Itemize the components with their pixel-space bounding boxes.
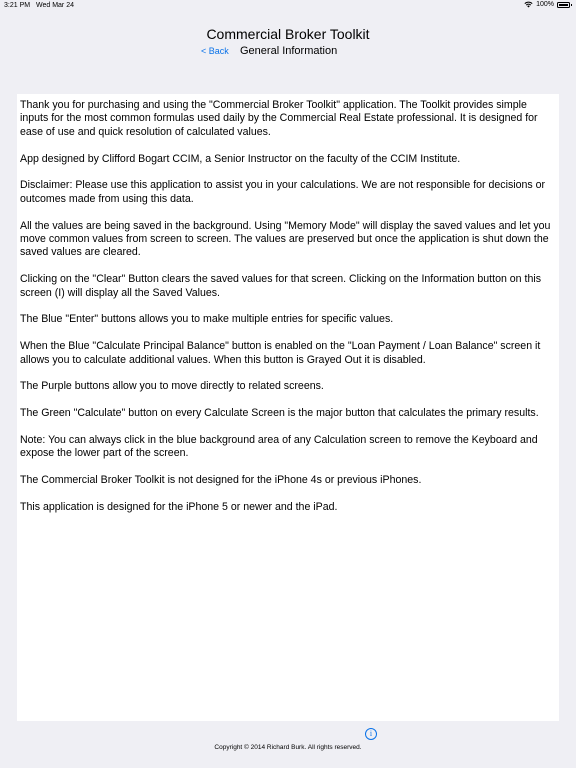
paragraph-calculate-button: The Green "Calculate" button on every Calculate Screen is the major button that calculates the primary results. [20, 407, 539, 420]
page-title: General Information [240, 45, 338, 57]
paragraph-iphone-support: The Commercial Broker Toolkit is not designed for the iPhone 4s or previous iPhones. [20, 474, 422, 487]
paragraph-memory-mode: All the values are being saved in the background. Using "Memory Mode" will display the saved values and let you move common values from screen to screen. The values are preserved but once the application is shut down the saved values are cleared. [20, 219, 551, 259]
paragraph-clear-button: Clicking on the "Clear" Button clears the saved values for that screen. Clicking on the Information button on this screen (I) will display all the Saved Values. [20, 273, 542, 299]
wifi-icon [524, 1, 533, 8]
paragraph-purple-buttons: The Purple buttons allow you to move directly to related screens. [20, 380, 324, 393]
battery-percent: 100% [536, 1, 554, 8]
paragraph-ipad-support: This application is designed for the iPhone 5 or newer and the iPad. [20, 501, 338, 514]
paragraph-intro: Thank you for purchasing and using the "Commercial Broker Toolkit" application. The Toolkit provides simple inputs for the most common formulas used daily by the Commercial Real Estate professional. It is designed for ease of use and quick resolution of calculated values. [20, 99, 538, 138]
paragraph-principal-balance: When the Blue "Calculate Principal Balance" button is enabled on the "Loan Payment / Loan Balance" screen it allows you to calculate additional values. When this button is Grayed Out it is disabled. [20, 340, 541, 366]
status-bar [0, 0, 576, 12]
sub-navigation [0, 45, 576, 59]
app-title: Commercial Broker Toolkit [206, 26, 370, 42]
paragraph-keyboard-note: Note: You can always click in the blue background area of any Calculation screen to remove the Keyboard and expose the lower part of the screen. [20, 434, 538, 460]
status-indicators [524, 1, 570, 8]
paragraph-enter-buttons: The Blue "Enter" buttons allows you to make multiple entries for specific values. [20, 313, 394, 326]
paragraph-disclaimer: Disclaimer: Please use this application to assist you in your calculations. We are not responsible for decisions or outcomes made from using this data. [20, 179, 546, 205]
status-date: Wed Mar 24 [36, 2, 74, 9]
paragraph-designer: App designed by Clifford Bogart CCIM, a Senior Instructor on the faculty of the CCIM Institute. [20, 152, 461, 165]
battery-icon [557, 2, 570, 8]
back-button[interactable]: < Back [201, 46, 229, 56]
info-icon[interactable]: i [365, 728, 377, 740]
info-text-panel[interactable] [17, 94, 559, 721]
copyright-text: Copyright © 2014 Richard Burk. All rights reserved. [214, 744, 362, 751]
status-time: 3:21 PM [4, 2, 31, 9]
